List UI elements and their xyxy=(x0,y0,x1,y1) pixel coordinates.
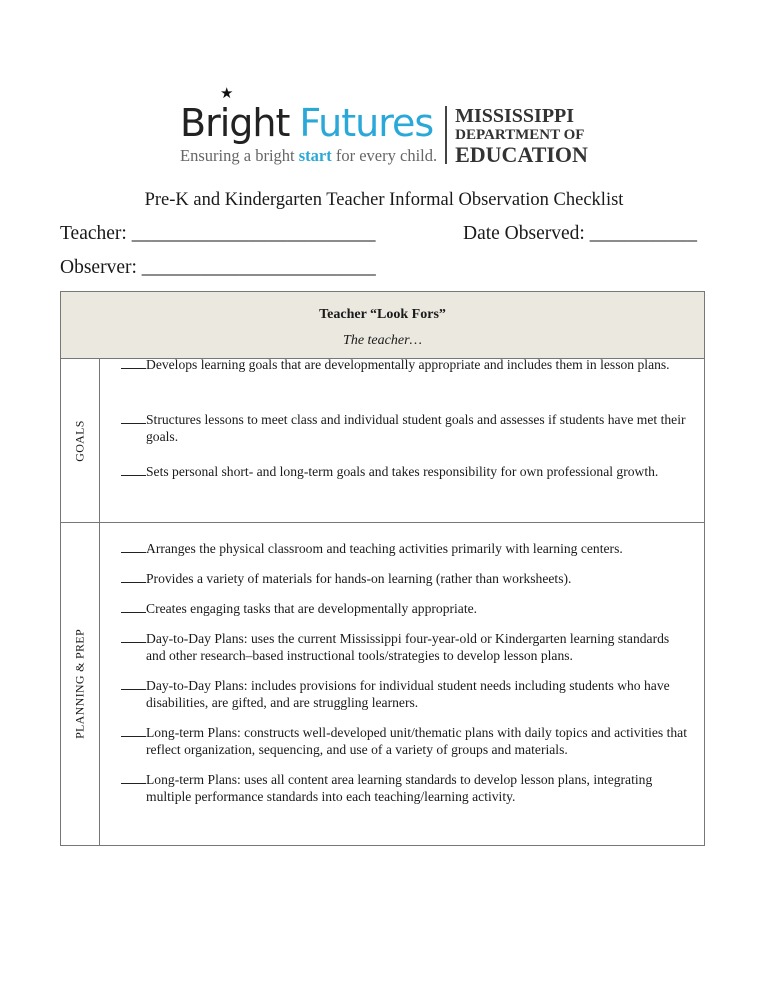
item-text: Develops learning goals that are developmentally appropriate and includes them in lesson plans. xyxy=(146,357,670,372)
check-blank[interactable] xyxy=(121,771,146,784)
checklist-item[interactable] xyxy=(121,411,690,445)
check-blank[interactable] xyxy=(121,677,146,690)
item-text: Long-term Plans: uses all content area learning standards to develop lesson plans, integrating multiple performance standards into each teaching/learning activity. xyxy=(146,772,653,804)
check-blank[interactable] xyxy=(121,630,146,643)
item-text: Creates engaging tasks that are developmentally appropriate. xyxy=(146,601,478,616)
look-fors-table xyxy=(60,291,705,846)
logo-bright: Bright xyxy=(180,101,290,145)
star-icon: ★ xyxy=(220,84,233,102)
item-text: Provides a variety of materials for hands-on learning (rather than worksheets). xyxy=(146,571,572,586)
checklist-item[interactable] xyxy=(121,771,690,805)
tagline-pre: Ensuring a bright xyxy=(180,146,299,165)
table-header xyxy=(61,292,704,359)
check-blank[interactable] xyxy=(121,411,146,424)
item-text: Day-to-Day Plans: includes provisions for individual student needs including students who have disabilities, are gifted, and are struggling learners. xyxy=(146,678,670,710)
checklist-item[interactable] xyxy=(121,600,690,617)
logo-bright-wrap xyxy=(180,84,290,145)
checklist-item[interactable] xyxy=(121,356,690,373)
logo-area xyxy=(0,84,768,167)
check-blank[interactable] xyxy=(121,463,146,476)
item-text: Sets personal short- and long-term goals and takes responsibility for own professional growth. xyxy=(146,464,659,479)
date-observed-field[interactable]: Date Observed: ___________ xyxy=(463,223,697,244)
bright-futures-mde-logo xyxy=(180,84,588,167)
check-blank[interactable] xyxy=(121,600,146,613)
bright-futures-mark xyxy=(180,84,438,166)
checklist-item[interactable] xyxy=(121,677,690,711)
section-goals xyxy=(61,359,704,523)
check-blank[interactable] xyxy=(121,356,146,369)
logo-divider xyxy=(445,106,447,164)
org-line3: EDUCATION xyxy=(455,142,588,167)
section-planning-prep xyxy=(61,523,704,845)
checklist-item[interactable] xyxy=(121,630,690,664)
check-blank[interactable] xyxy=(121,724,146,737)
logo-futures: Futures xyxy=(299,101,434,145)
section-label: GOALS xyxy=(72,419,87,462)
checklist-item[interactable] xyxy=(121,570,690,587)
item-text: Arranges the physical classroom and teaching activities primarily with learning centers. xyxy=(146,541,623,556)
logo-tagline xyxy=(180,146,437,166)
checklist-item[interactable] xyxy=(121,724,690,758)
teacher-field[interactable]: Teacher: _________________________ xyxy=(60,223,376,244)
section-label-cell xyxy=(61,359,100,522)
mde-wordmark xyxy=(455,106,588,166)
item-text: Day-to-Day Plans: uses the current Mississippi four-year-old or Kindergarten learning standards and other research–based instructional tools/strategies to develop lesson plans. xyxy=(146,631,670,663)
tagline-post: for every child. xyxy=(331,146,438,165)
section-label: PLANNING & PREP xyxy=(72,629,87,739)
item-text: Structures lessons to meet class and individual student goals and assesses if students have met their goals. xyxy=(146,412,686,444)
org-line1: MISSISSIPPI xyxy=(455,105,575,127)
page-title: Pre-K and Kindergarten Teacher Informal Observation Checklist xyxy=(144,190,624,210)
checklist-item[interactable] xyxy=(121,463,690,480)
table-header-subtitle: The teacher… xyxy=(343,333,422,348)
tagline-start: start xyxy=(298,146,332,165)
table-header-title: Teacher “Look Fors” xyxy=(319,307,446,322)
observer-field[interactable]: Observer: ________________________ xyxy=(60,257,376,278)
checklist-item[interactable] xyxy=(121,540,690,557)
check-blank[interactable] xyxy=(121,540,146,553)
org-line2: DEPARTMENT OF xyxy=(455,127,585,143)
item-text: Long-term Plans: constructs well-developed unit/thematic plans with daily topics and activities that reflect organization, sequencing, and use of a variety of groups and materials. xyxy=(146,725,687,757)
check-blank[interactable] xyxy=(121,570,146,583)
bright-futures-wordmark xyxy=(180,84,434,145)
section-label-cell xyxy=(61,523,100,845)
